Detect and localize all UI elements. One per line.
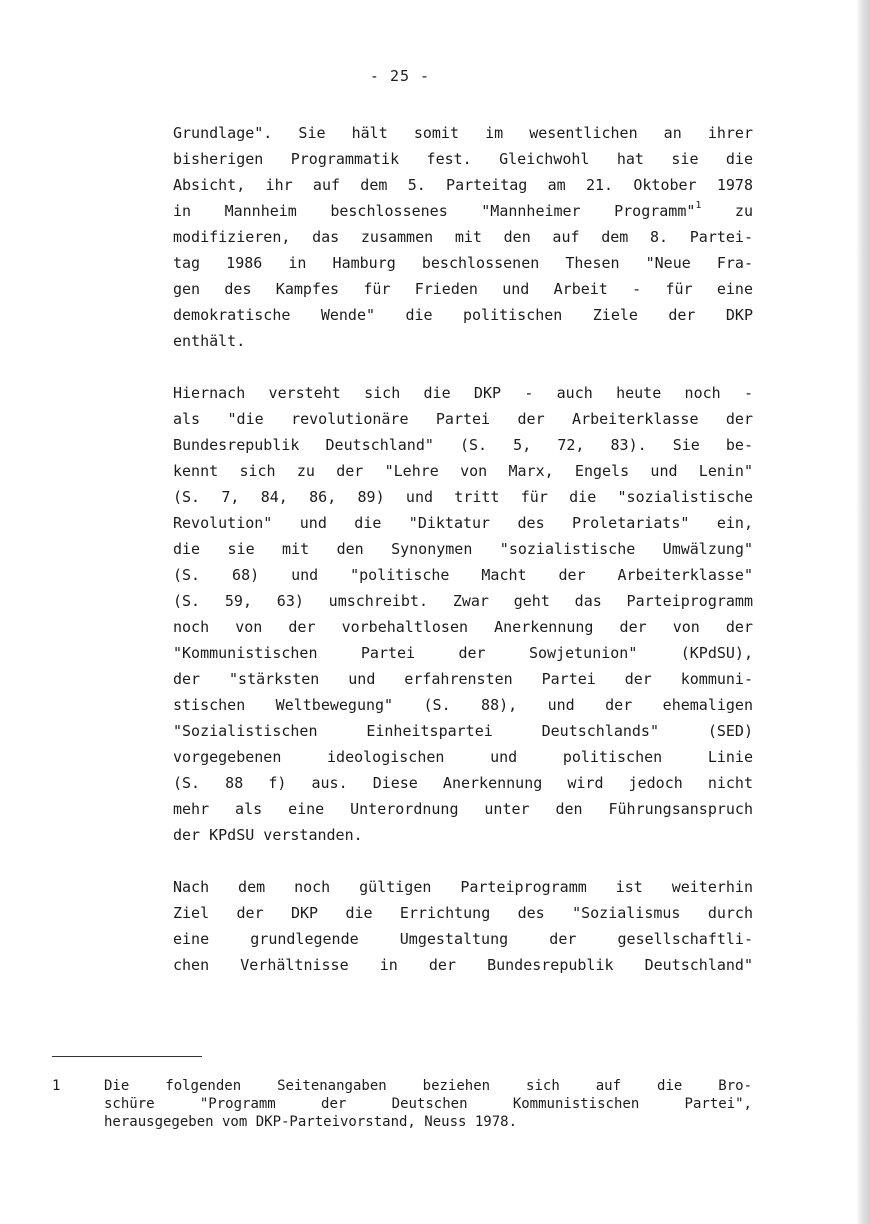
text-line: Bundesrepublik Deutschland" (S. 5, 72, 83). Sie be- <box>173 436 753 454</box>
paragraph-1 <box>173 120 753 354</box>
text-line: eine grundlegende Umgestaltung der gesellschaftli- <box>173 930 753 948</box>
text-line: (S. 68) und "politische Macht der Arbeiterklasse" <box>173 566 753 584</box>
text-line: noch von der vorbehaltlosen Anerkennung der von der <box>173 618 753 636</box>
text-line: (S. 88 f) aus. Diese Anerkennung wird jedoch nicht <box>173 774 753 792</box>
text-line: enthält. <box>173 332 246 350</box>
text-line: stischen Weltbewegung" (S. 88), und der ehemaligen <box>173 696 753 714</box>
text-line: "Sozialistischen Einheitspartei Deutschlands" (SED) <box>173 722 753 740</box>
footnote-line: Die folgenden Seitenangaben beziehen sich auf die Bro- <box>104 1078 752 1094</box>
footnote-reference: 1 <box>695 200 702 211</box>
text-segment: zu <box>701 202 753 220</box>
text-line: Ziel der DKP die Errichtung des "Sozialismus durch <box>173 904 753 922</box>
text-line: Hiernach versteht sich die DKP - auch heute noch - <box>173 384 753 402</box>
text-line: Grundlage". Sie hält somit im wesentlichen an ihrer <box>173 124 753 142</box>
text-line: modifizieren, das zusammen mit den auf dem 8. Partei- <box>173 228 753 246</box>
text-line-with-footnote-ref <box>173 198 753 224</box>
text-line: Revolution" und die "Diktatur des Proletariats" ein, <box>173 514 753 532</box>
footnote-line: schüre "Programm der Deutschen Kommunistischen Partei", <box>104 1096 752 1112</box>
text-line: Nach dem noch gültigen Parteiprogramm ist weiterhin <box>173 878 753 896</box>
text-line: der KPdSU verstanden. <box>173 826 363 844</box>
paragraph-3 <box>173 874 753 978</box>
text-line: (S. 7, 84, 86, 89) und tritt für die "sozialistische <box>173 488 753 506</box>
text-line: tag 1986 in Hamburg beschlossenen Thesen "Neue Fra- <box>173 254 753 272</box>
text-line: chen Verhältnisse in der Bundesrepublik Deutschland" <box>173 956 753 974</box>
paragraph-2 <box>173 380 753 848</box>
text-line: gen des Kampfes für Frieden und Arbeit - für eine <box>173 280 753 298</box>
footnote-line: herausgegeben vom DKP-Parteivorstand, Neuss 1978. <box>104 1114 518 1130</box>
text-line: vorgegebenen ideologischen und politischen Linie <box>173 748 753 766</box>
footnote-marker: 1 <box>52 1078 61 1094</box>
page-number: - 25 - <box>369 67 431 85</box>
text-line: der "stärksten und erfahrensten Partei der kommuni- <box>173 670 753 688</box>
text-line: kennt sich zu der "Lehre von Marx, Engels und Lenin" <box>173 462 753 480</box>
text-line: (S. 59, 63) umschreibt. Zwar geht das Parteiprogramm <box>173 592 753 610</box>
text-line: die sie mit den Synonymen "sozialistische Umwälzung" <box>173 540 753 558</box>
page-edge-shadow <box>856 0 870 1224</box>
text-line: als "die revolutionäre Partei der Arbeiterklasse der <box>173 410 753 428</box>
text-segment: in Mannheim beschlossenes "Mannheimer Programm" <box>173 202 696 220</box>
footnote-text <box>104 1077 752 1131</box>
text-line: mehr als eine Unterordnung unter den Führungsanspruch <box>173 800 753 818</box>
body-text <box>173 120 753 1004</box>
text-line: demokratische Wende" die politischen Ziele der DKP <box>173 306 753 324</box>
text-line: Absicht, ihr auf dem 5. Parteitag am 21. Oktober 1978 <box>173 176 753 194</box>
text-line: "Kommunistischen Partei der Sowjetunion" (KPdSU), <box>173 644 753 662</box>
text-line: bisherigen Programmatik fest. Gleichwohl hat sie die <box>173 150 753 168</box>
footnote-separator <box>52 1056 202 1057</box>
